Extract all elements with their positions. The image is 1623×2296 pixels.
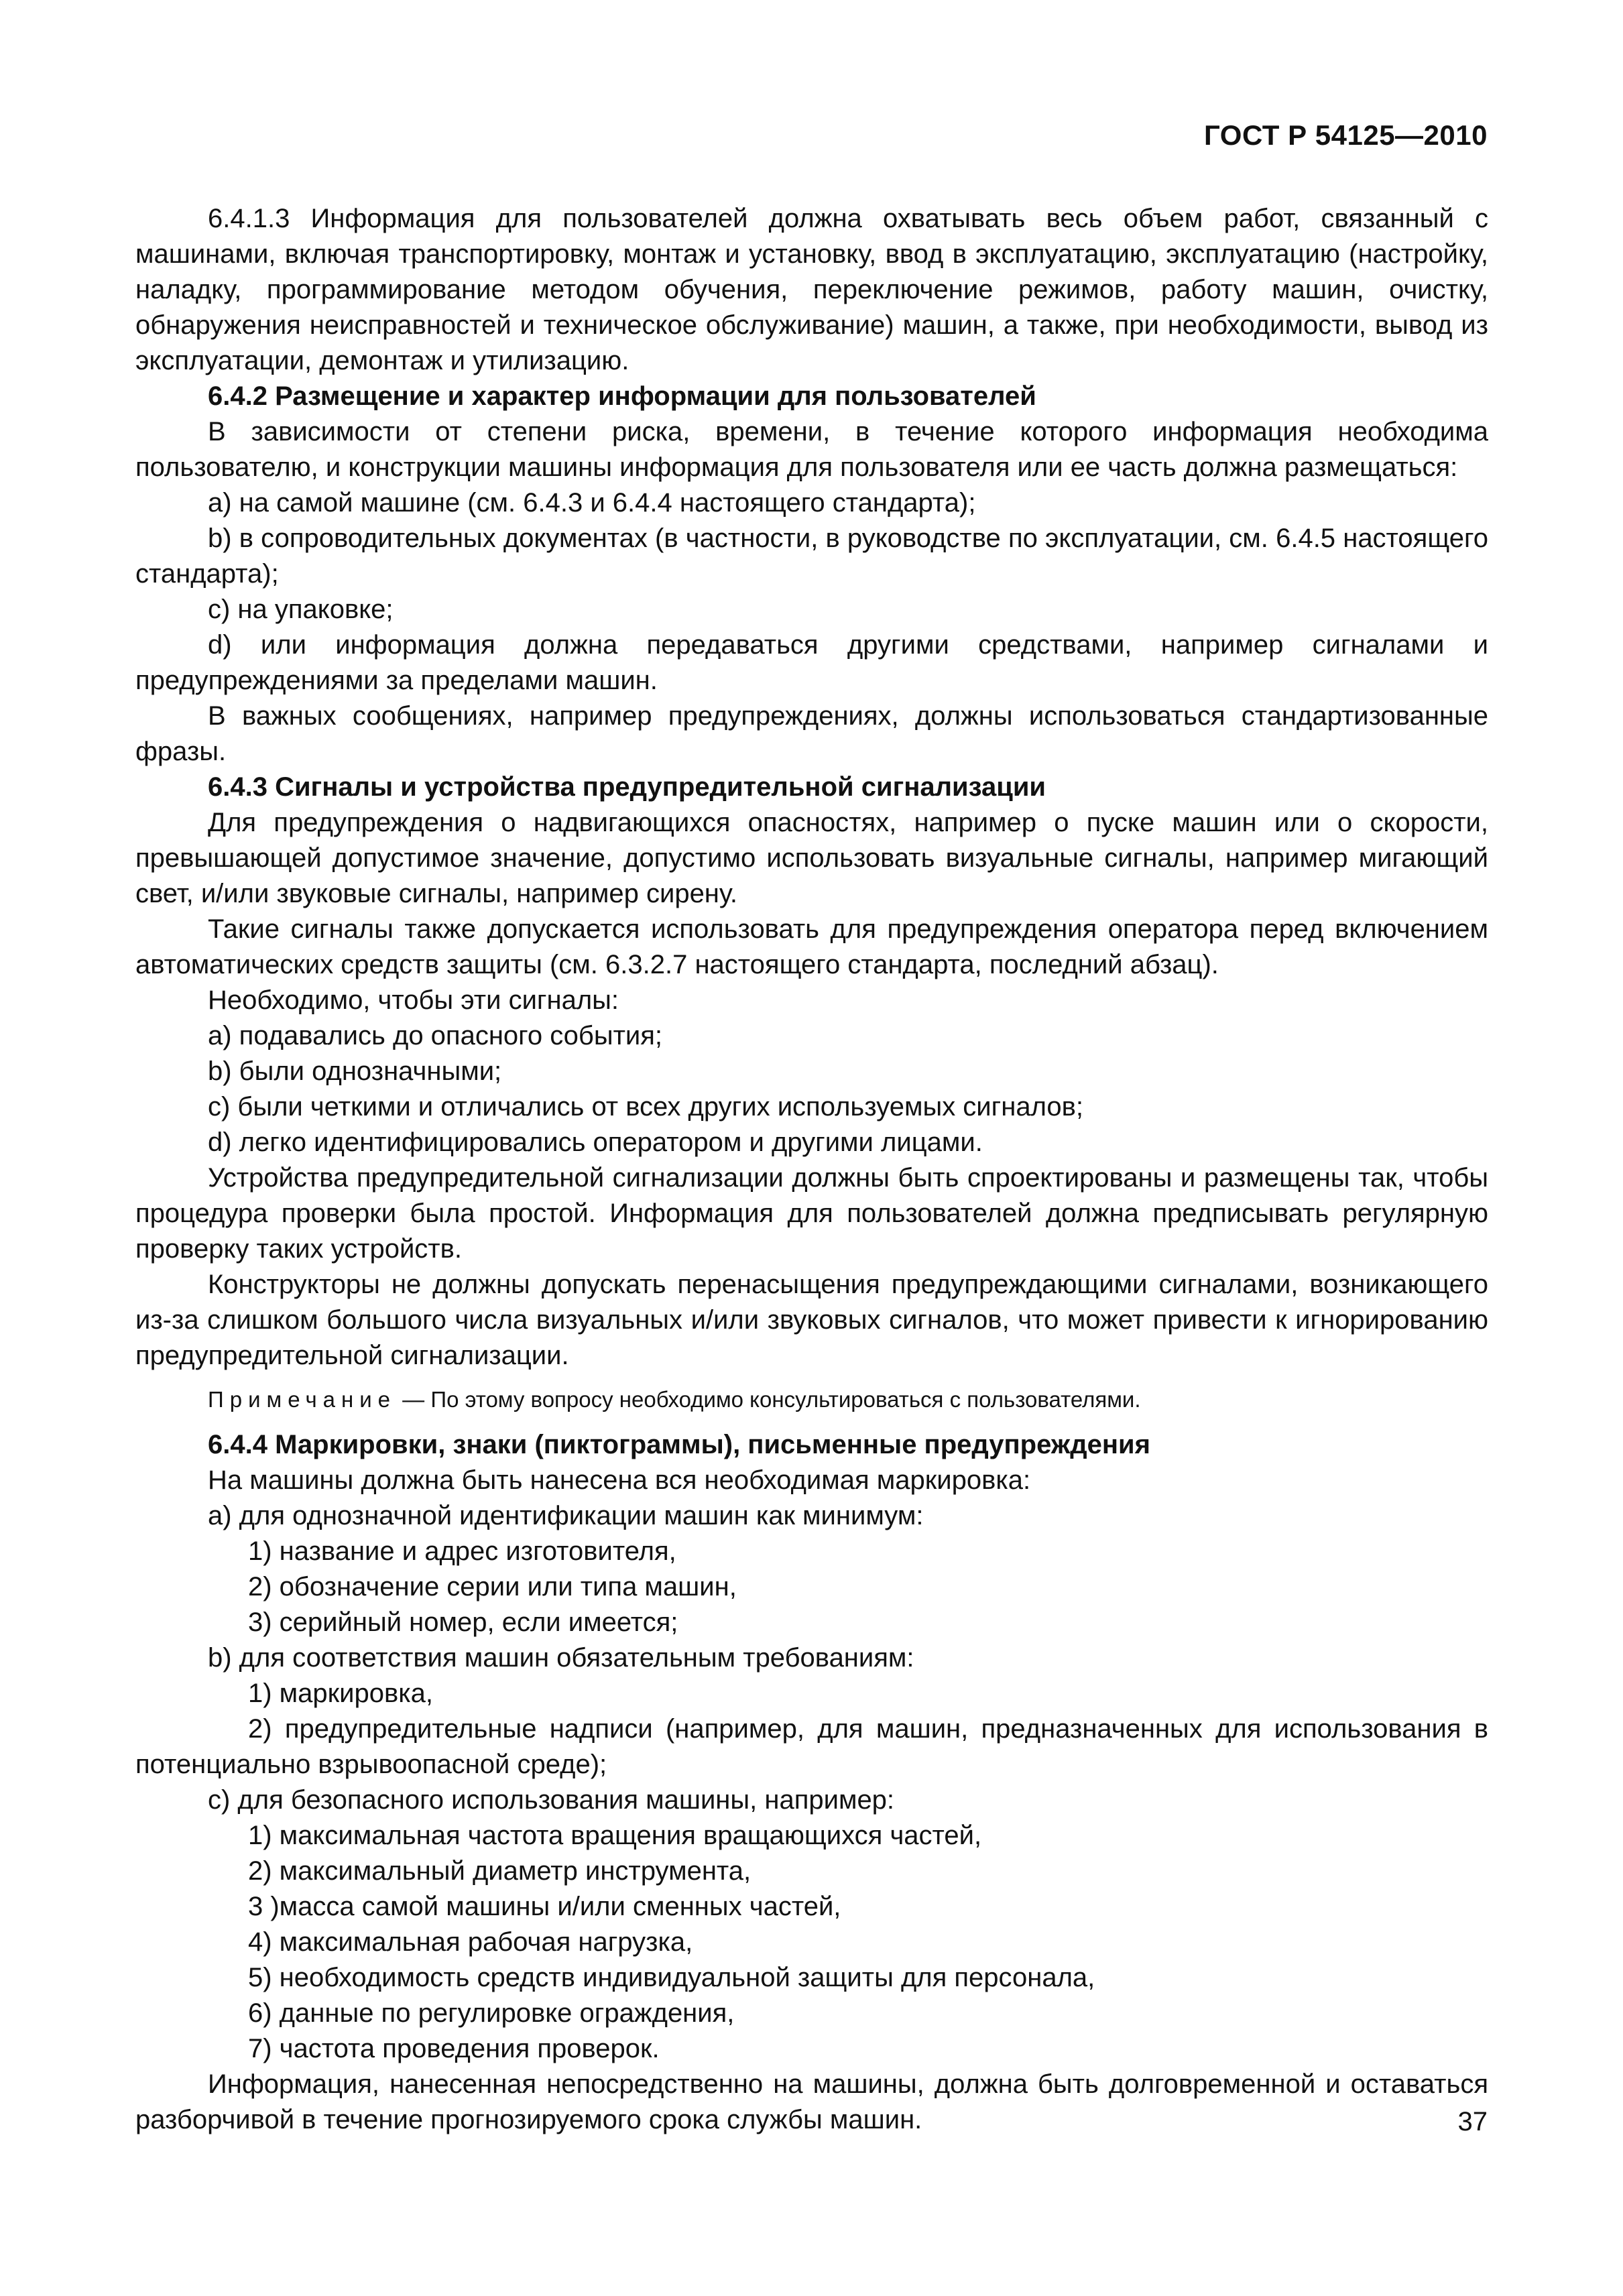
sub-list-item: 2) предупредительные надписи (например, для машин, предназначенных для использования в потенциально взрывоопасной среде); bbox=[135, 1714, 1488, 1779]
paragraph: Для предупреждения о надвигающихся опасностях, например о пуске машин или о скорости, превышающей допустимое значение, допустимо использовать визуальные сигналы, например мигающий свет, и/или звуковые сигналы, например сирену. bbox=[135, 808, 1488, 908]
list-item: a) для однозначной идентификации машин как минимум: bbox=[208, 1501, 924, 1530]
list-item: c) для безопасного использования машины, например: bbox=[208, 1785, 895, 1815]
paragraph: В важных сообщениях, например предупреждениях, должны использоваться стандартизованные фразы. bbox=[135, 701, 1488, 766]
list-item: a) подавались до опасного события; bbox=[208, 1021, 663, 1050]
paragraph: Устройства предупредительной сигнализации должны быть спроектированы и размещены так, чтобы процедура проверки была простой. Информация для пользователей должна предписывать регулярную проверку таких устройств. bbox=[135, 1163, 1488, 1264]
section-heading: 6.4.2 Размещение и характер информации для пользователей bbox=[208, 381, 1036, 411]
list-item: b) для соответствия машин обязательным требованиям: bbox=[208, 1643, 914, 1673]
document-body bbox=[135, 201, 1488, 2138]
sub-list-item: 3 )масса самой машины и/или сменных частей, bbox=[248, 1892, 841, 1921]
list-item: a) на самой машине (см. 6.4.3 и 6.4.4 настоящего стандарта); bbox=[208, 488, 976, 518]
paragraph: В зависимости от степени риска, времени, в течение которого информация необходима пользователю, и конструкции машины информация для пользователя или ее часть должна размещаться: bbox=[135, 417, 1488, 482]
sub-list-item: 1) максимальная частота вращения вращающихся частей, bbox=[248, 1821, 982, 1850]
sub-list-item: 1) маркировка, bbox=[248, 1679, 433, 1708]
sub-list-item: 6) данные по регулировке ограждения, bbox=[248, 1998, 735, 2028]
paragraph: На машины должна быть нанесена вся необходимая маркировка: bbox=[208, 1465, 1031, 1495]
section-heading: 6.4.3 Сигналы и устройства предупредительной сигнализации bbox=[208, 772, 1046, 802]
list-item: d) или информация должна передаваться другими средствами, например сигналами и предупреждениями за пределами машин. bbox=[135, 630, 1488, 695]
sub-list-item: 4) максимальная рабочая нагрузка, bbox=[248, 1927, 693, 1957]
sub-list-item: 7) частота проведения проверок. bbox=[248, 2034, 660, 2063]
list-item: b) были однозначными; bbox=[208, 1056, 502, 1086]
sub-list-item: 2) максимальный диаметр инструмента, bbox=[248, 1856, 752, 1886]
list-item: d) легко идентифицировались оператором и другими лицами. bbox=[208, 1128, 983, 1157]
paragraph: Информация, нанесенная непосредственно на машины, должна быть долговременной и оставаться разборчивой в течение прогнозируемого срока службы машин. bbox=[135, 2069, 1488, 2134]
list-item: b) в сопроводительных документах (в частности, в руководстве по эксплуатации, см. 6.4.5 настоящего стандарта); bbox=[135, 524, 1488, 589]
list-item: c) на упаковке; bbox=[208, 595, 394, 624]
standard-header: ГОСТ Р 54125—2010 bbox=[1204, 119, 1488, 151]
note bbox=[135, 1384, 1488, 1415]
list-item: c) были четкими и отличались от всех других используемых сигналов; bbox=[208, 1092, 1083, 1122]
page-number: 37 bbox=[1457, 2107, 1488, 2136]
note-label: Примечание bbox=[208, 1387, 397, 1412]
paragraph: Конструкторы не должны допускать перенасыщения предупреждающими сигналами, возникающего из-за слишком большого числа визуальных и/или звуковых сигналов, что может привести к игнорированию предупредительной сигнализации. bbox=[135, 1270, 1488, 1370]
sub-list-item: 1) название и адрес изготовителя, bbox=[248, 1536, 676, 1566]
section-heading: 6.4.4 Маркировки, знаки (пиктограммы), письменные предупреждения bbox=[208, 1430, 1150, 1459]
sub-list-item: 2) обозначение серии или типа машин, bbox=[248, 1572, 737, 1602]
paragraph: Необходимо, чтобы эти сигналы: bbox=[208, 985, 619, 1015]
paragraph: Такие сигналы также допускается использовать для предупреждения оператора перед включением автоматических средств защиты (см. 6.3.2.7 настоящего стандарта, последний абзац). bbox=[135, 914, 1488, 979]
sub-list-item: 5) необходимость средств индивидуальной защиты для персонала, bbox=[248, 1963, 1095, 1992]
sub-list-item: 3) серийный номер, если имеется; bbox=[248, 1608, 678, 1637]
note-text: — По этому вопросу необходимо консультироваться с пользователями. bbox=[396, 1387, 1141, 1412]
paragraph: 6.4.1.3 Информация для пользователей должна охватывать весь объем работ, связанный с машинами, включая транспортировку, монтаж и установку, ввод в эксплуатацию, эксплуатацию (настройку, наладку, программирование методом обучения, переключение режимов, работу машин, очистку, обнаружения неисправностей и техническое обслуживание) машин, а также, при необходимости, вывод из эксплуатации, демонтаж и утилизацию. bbox=[135, 204, 1488, 375]
